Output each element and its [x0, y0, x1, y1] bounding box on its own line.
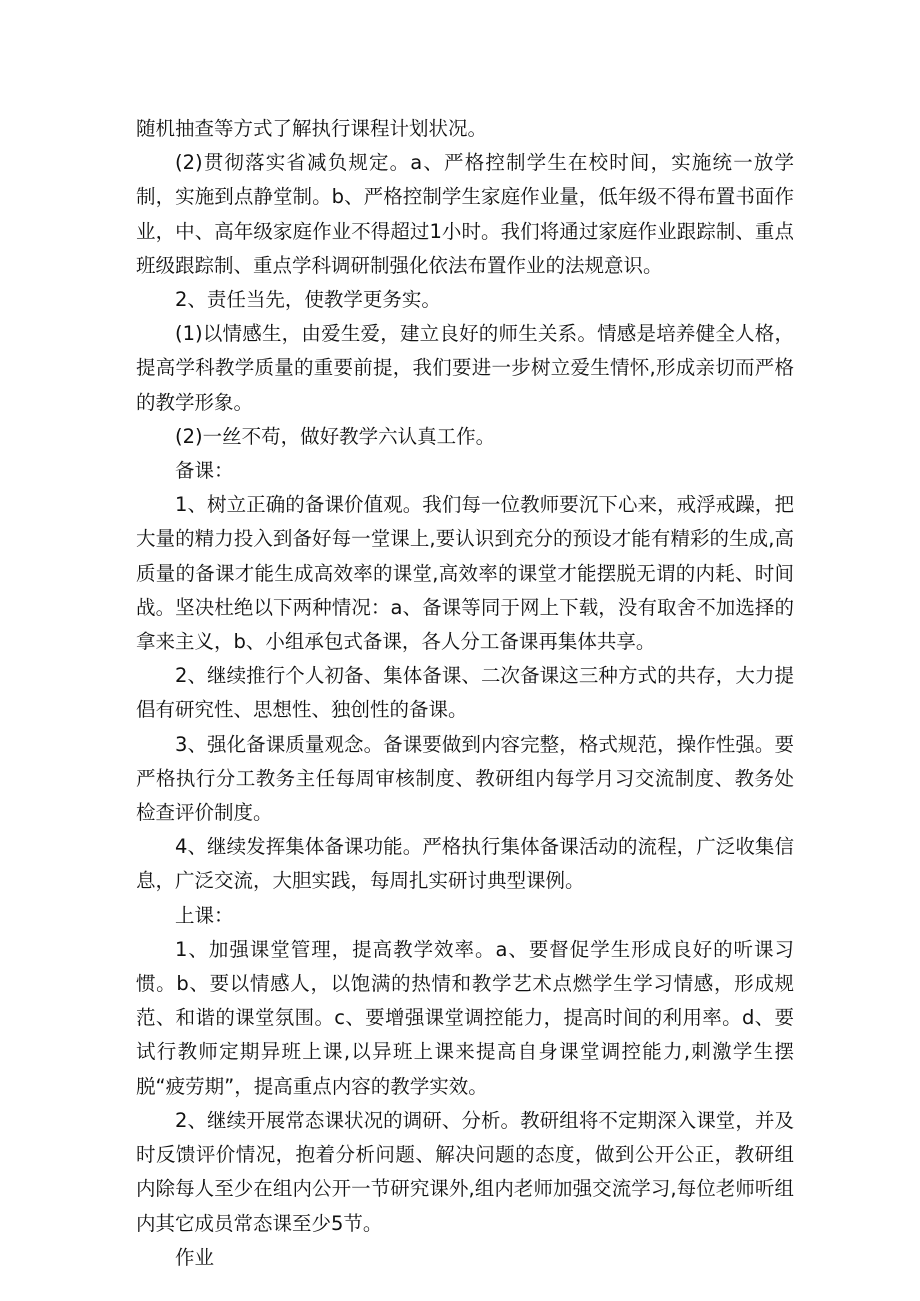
subheading-class: 上课： — [175, 903, 234, 927]
section-heading-2: 2、责任当先，使教学更务实。 — [175, 288, 441, 312]
subheading-homework: 作业 — [175, 1245, 215, 1269]
document-body — [136, 112, 794, 1275]
paragraph-2: (2)贯彻落实省减负规定。a、严格控制学生在校时间，实施统一放学制，实施到点静堂制。b、严格控制学生家庭作业量，低年级不得布置书面作业，中、高年级家庭作业不得超过1小时。我们将通过家庭作业跟踪制、重点班级跟踪制、重点学科调研制强化依法布置作业的法规意识。 — [136, 151, 794, 277]
paragraph-1: 随机抽查等方式了解执行课程计划状况。 — [136, 117, 488, 140]
paragraph-9: 3、强化备课质量观念。备课要做到内容完整，格式规范，操作性强。要严格执行分工教务主任每周审核制度、教研组内每学月习交流制度、教务处检查评价制度。 — [136, 732, 794, 825]
subheading-lesson-prep: 备课： — [175, 459, 234, 483]
paragraph-13: 2、继续开展常态课状况的调研、分析。教研组将不定期深入课堂，并及时反馈评价情况，抱着分析问题、解决问题的态度，做到公开公正，教研组内除每人至少在组内公开一节研究课外,组内老师加强交流学习,每位老师听组内其它成员常态课至少5节。 — [136, 1108, 794, 1235]
paragraph-8: 2、继续推行个人初备、集体备课、二次备课这三种方式的共存，大力提倡有研究性、思想性、独创性的备课。 — [136, 664, 794, 722]
paragraph-7: 1、树立正确的备课价值观。我们每一位教师要沉下心来，戒浮戒躁，把大量的精力投入到备好每一堂课上,要认识到充分的预设才能有精彩的生成,高质量的备课才能生成高效率的课堂,高效率的课堂才能摆脱无谓的内耗、时间战。坚决杜绝以下两种情况：a、备课等同于网上下载，没有取舍不加选择的拿来主义，b、小组承包式备课，各人分工备课再集体共享。 — [136, 493, 794, 654]
paragraph-12: 1、加强课堂管理，提高教学效率。a、要督促学生形成良好的听课习惯。b、要以情感人，以饱满的热情和教学艺术点燃学生学习情感，形成规范、和谐的课堂氛围。c、要增强课堂调控能力，提高时间的利用率。d、要试行教师定期异班上课,以异班上课来提高自身课堂调控能力,刺激学生摆脱“疲劳期”，提高重点内容的教学实效。 — [136, 937, 794, 1098]
paragraph-4: (1)以情感生，由爱生爱，建立良好的师生关系。情感是培养健全人格，提高学科教学质量的重要前提，我们要进一步树立爱生情怀,形成亲切而严格的教学形象。 — [136, 322, 794, 414]
paragraph-5: (2)一丝不苟，做好教学六认真工作。 — [175, 424, 496, 448]
paragraph-10: 4、继续发挥集体备课功能。严格执行集体备课活动的流程，广泛收集信息，广泛交流，大胆实践，每周扎实研讨典型课例。 — [136, 835, 794, 893]
